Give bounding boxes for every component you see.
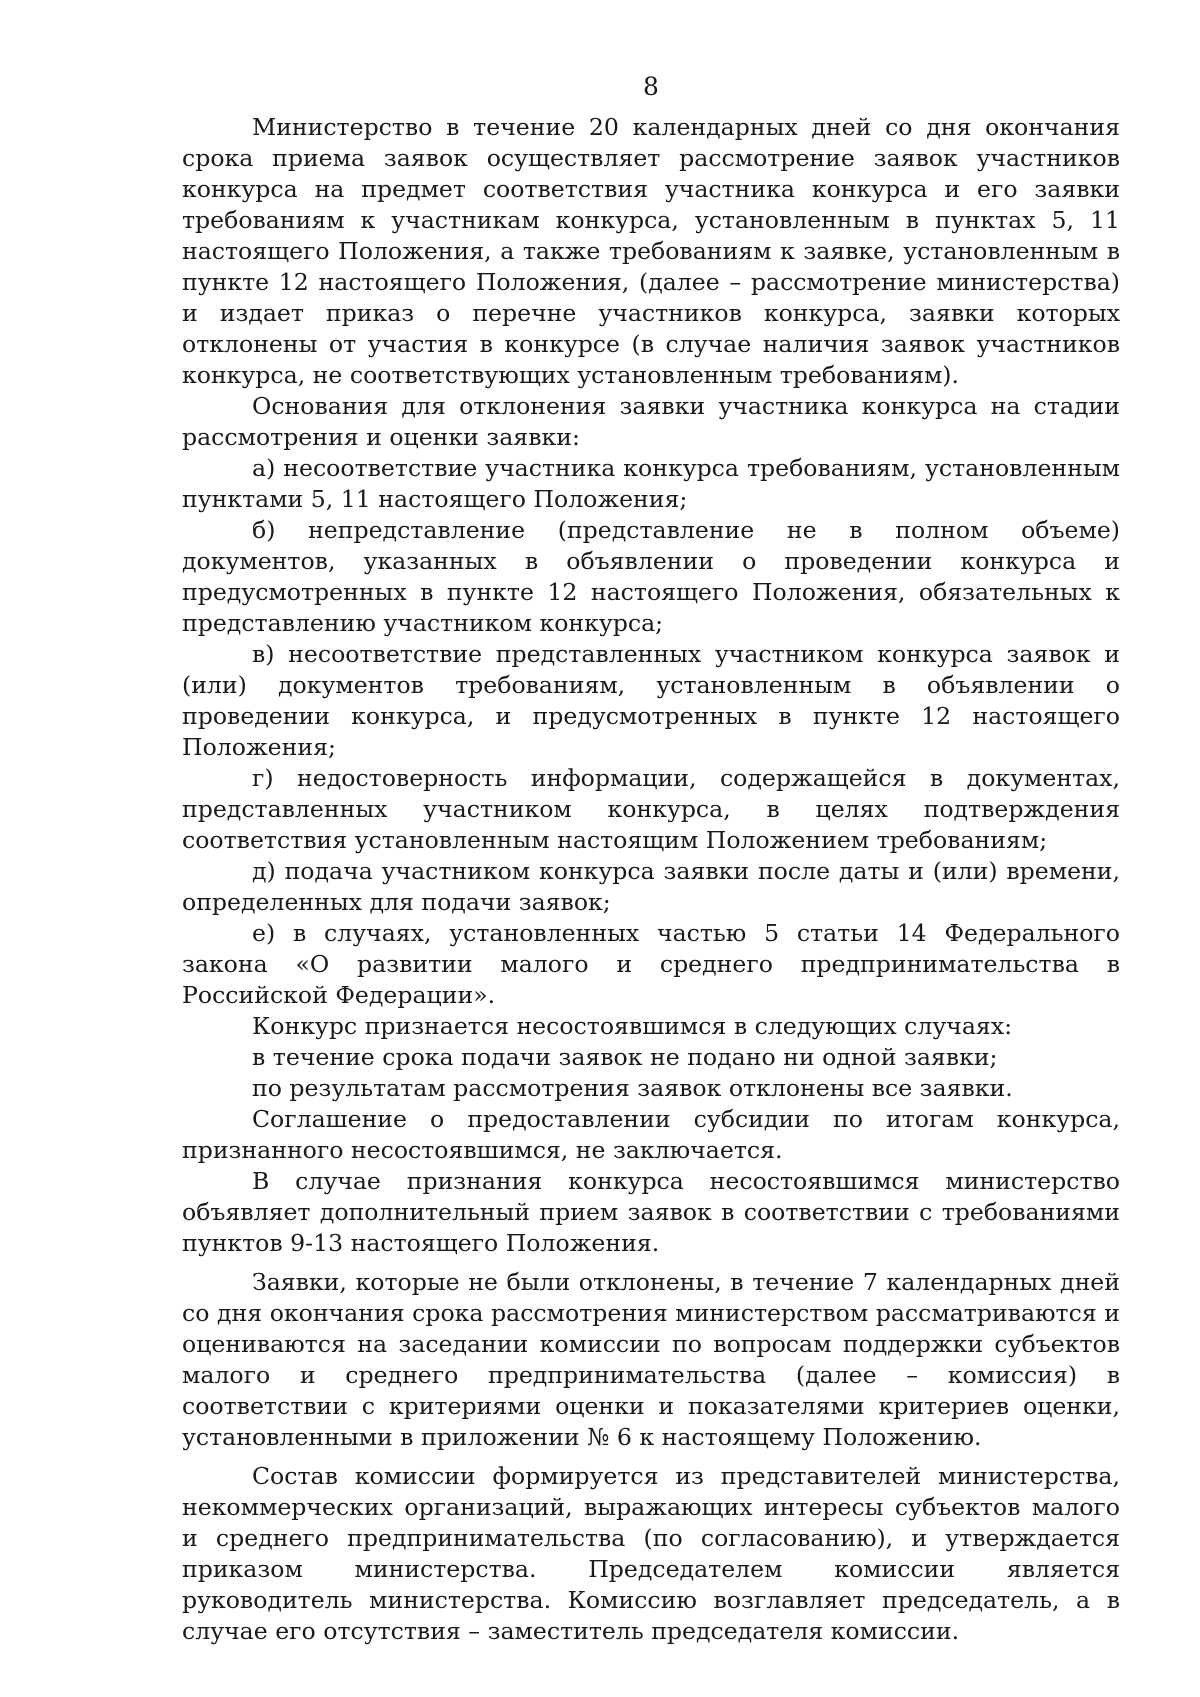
document-page bbox=[182, 72, 1120, 1647]
list-item: а) несоответствие участника конкурса требованиям, установленным пунктами 5, 11 настоящего Положения; bbox=[182, 454, 1120, 513]
list-item: е) в случаях, установленных частью 5 статьи 14 Федерального закона «О развитии малого и среднего предпринимательства в Российской Федерации». bbox=[182, 919, 1120, 1009]
paragraph: Состав комиссии формируется из представителей министерства, некоммерческих организаций, выражающих интересы субъектов малого и среднего предпринимательства (по согласованию), и утверждается приказом министерства. Председателем комиссии является руководитель министерства. Комиссию возглавляет председатель, а в случае его отсутствия – заместитель председателя комиссии. bbox=[182, 1462, 1120, 1645]
document-body bbox=[182, 112, 1120, 1647]
list-item: по результатам рассмотрения заявок отклонены все заявки. bbox=[252, 1074, 1013, 1102]
list-item: б) непредставление (представление не в полном объеме) документов, указанных в объявлении о проведении конкурса и предусмотренных в пункте 12 настоящего Положения, обязательных к представлению участником конкурса; bbox=[182, 516, 1120, 637]
paragraph: Министерство в течение 20 календарных дней со дня окончания срока приема заявок осуществляет рассмотрение заявок участников конкурса на предмет соответствия участника конкурса и его заявки требованиям к участникам конкурса, установленным в пунктах 5, 11 настоящего Положения, а также требованиям к заявке, установленным в пункте 12 настоящего Положения, (далее – рассмотрение министерства) и издает приказ о перечне участников конкурса, заявки которых отклонены от участия в конкурсе (в случае наличия заявок участников конкурса, не соответствующих установленным требованиям). bbox=[182, 113, 1120, 389]
paragraph: Заявки, которые не были отклонены, в течение 7 календарных дней со дня окончания срока рассмотрения министерством рассматриваются и оцениваются на заседании комиссии по вопросам поддержки субъектов малого и среднего предпринимательства (далее – комиссия) в соответствии с критериями оценки и показателями критериев оценки, установленными в приложении № 6 к настоящему Положению. bbox=[182, 1268, 1120, 1451]
list-item: в течение срока подачи заявок не подано ни одной заявки; bbox=[252, 1043, 998, 1071]
paragraph: Соглашение о предоставлении субсидии по итогам конкурса, признанного несостоявшимся, не заключается. bbox=[182, 1105, 1120, 1164]
page-number: 8 bbox=[643, 72, 659, 101]
paragraph: В случае признания конкурса несостоявшимся министерство объявляет дополнительный прием заявок в соответствии с требованиями пунктов 9-13 настоящего Положения. bbox=[182, 1167, 1120, 1257]
list-item: в) несоответствие представленных участником конкурса заявок и (или) документов требованиям, установленным в объявлении о проведении конкурса, и предусмотренных в пункте 12 настоящего Положения; bbox=[182, 640, 1120, 761]
list-item: г) недостоверность информации, содержащейся в документах, представленных участником конкурса, в целях подтверждения соответствия установленным настоящим Положением требованиям; bbox=[182, 764, 1120, 854]
paragraph: Основания для отклонения заявки участника конкурса на стадии рассмотрения и оценки заявки: bbox=[182, 392, 1120, 451]
list-item: д) подача участником конкурса заявки после даты и (или) времени, определенных для подачи заявок; bbox=[182, 857, 1120, 916]
paragraph: Конкурс признается несостоявшимся в следующих случаях: bbox=[252, 1012, 1013, 1040]
